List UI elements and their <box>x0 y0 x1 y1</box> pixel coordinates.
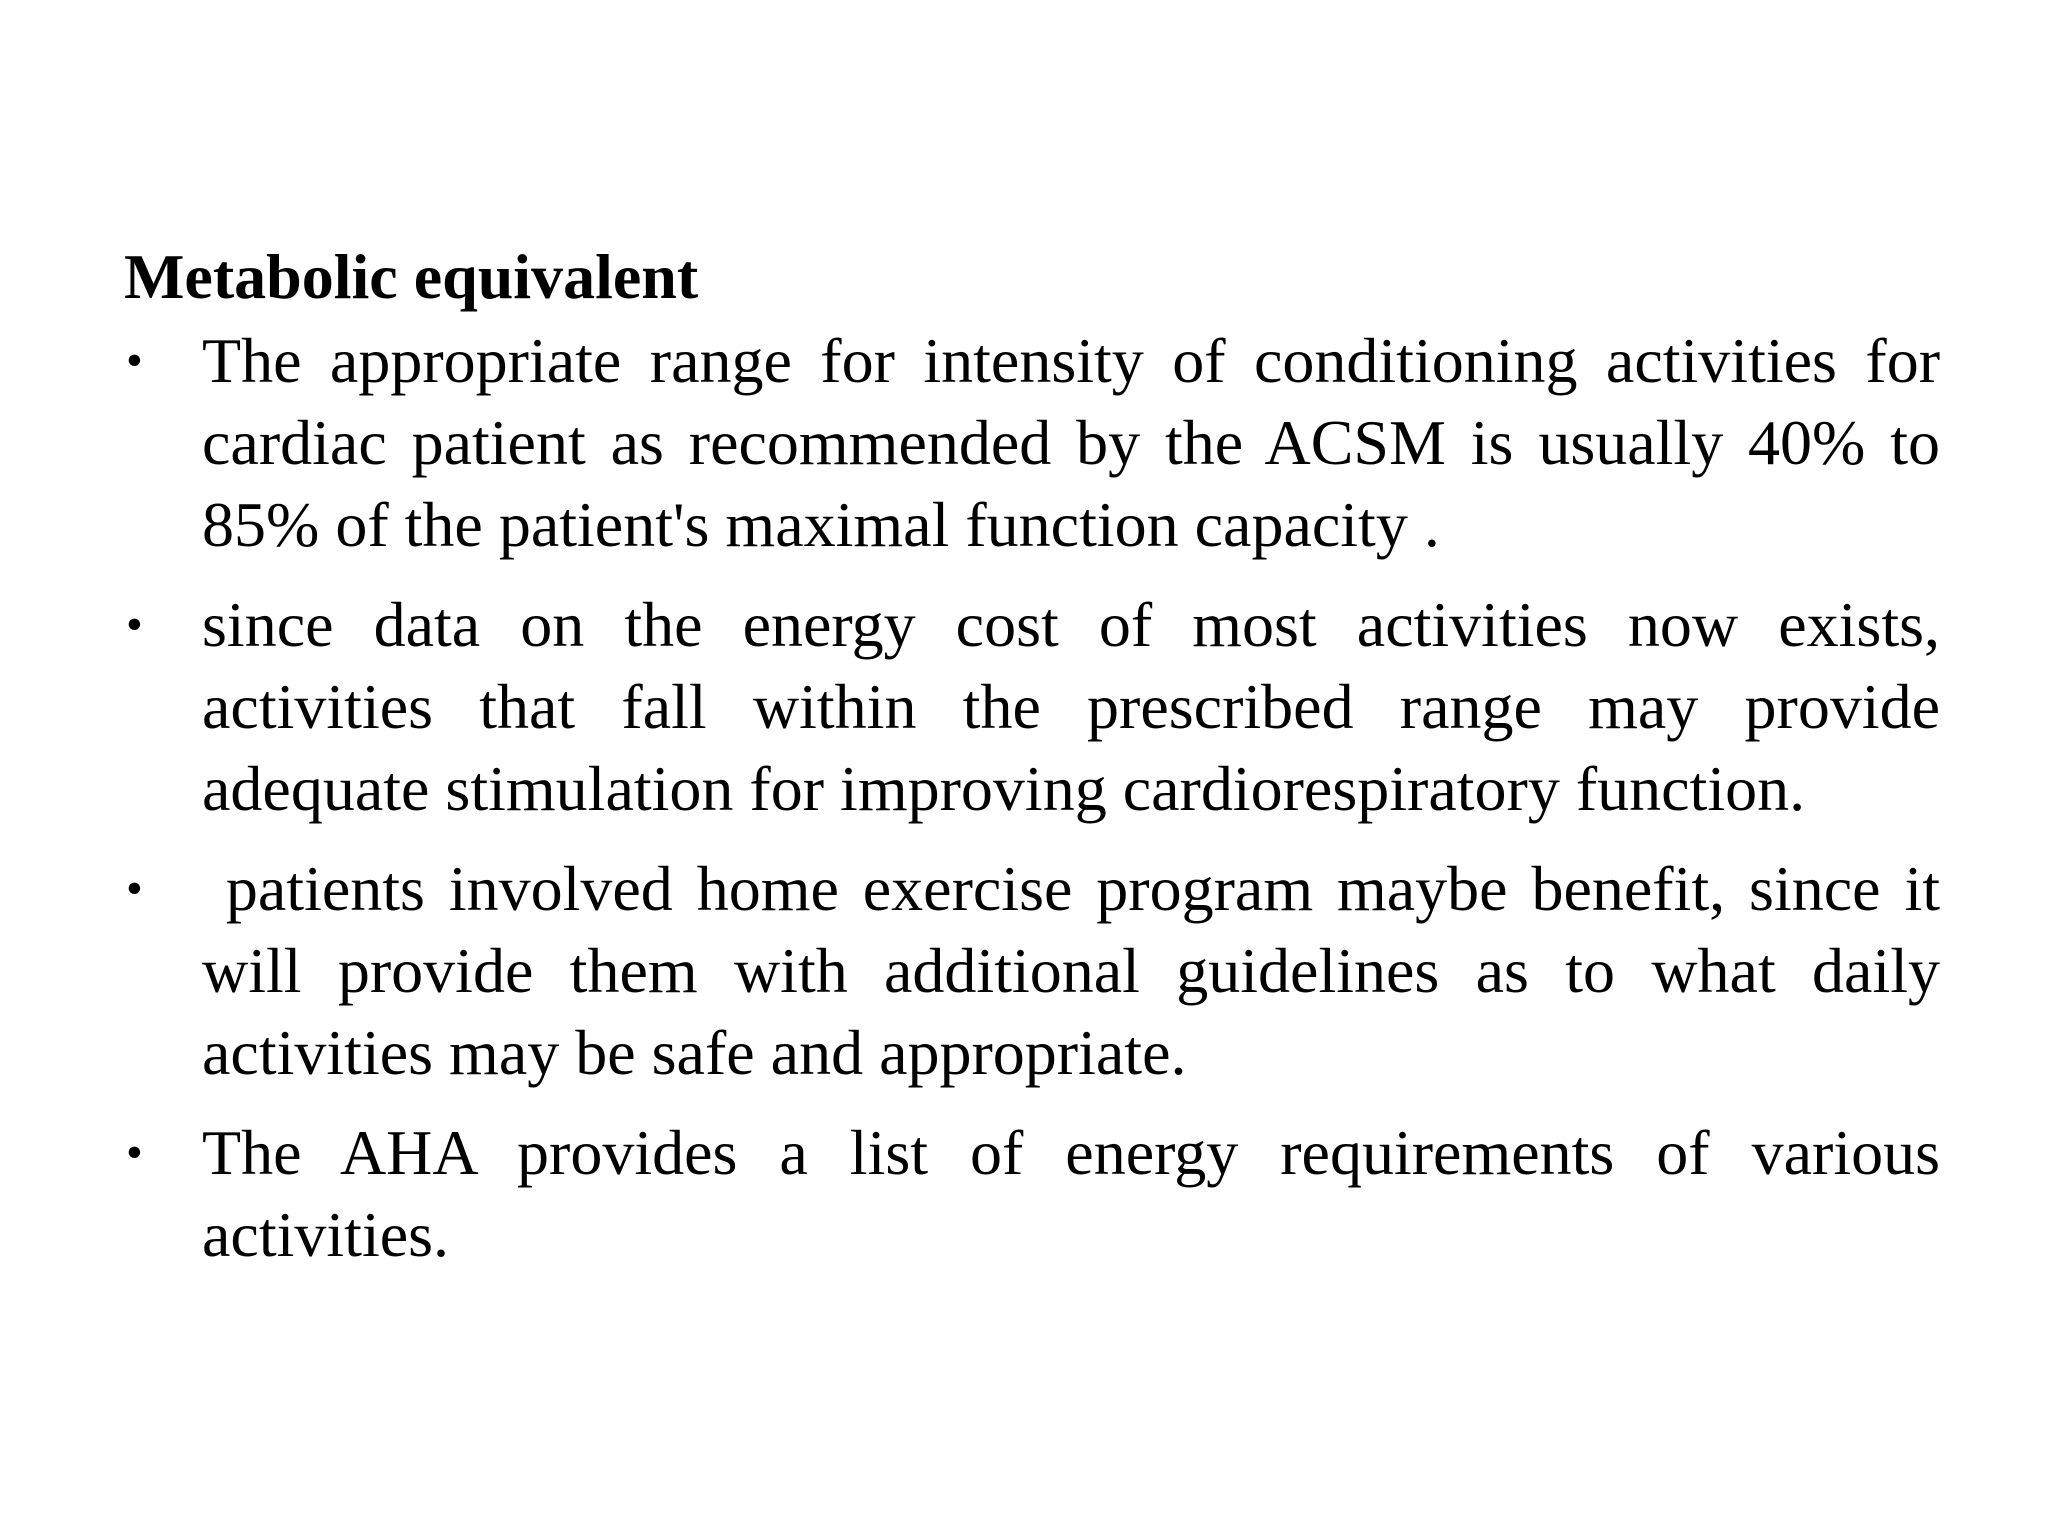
bullet-item <box>124 848 1957 1094</box>
bullet-item <box>124 1112 1940 1276</box>
bullet-icon: • <box>126 1126 143 1179</box>
bullet-item <box>124 584 1940 830</box>
bullet-text: The AHA provides a list of energy requirements of various activities. <box>202 1117 1940 1270</box>
bullet-icon: • <box>126 862 143 915</box>
bullet-icon: • <box>126 334 143 387</box>
bullet-text: since data on the energy cost of most activities now exists, activities that fall within the prescribed range may provide adequate stimulation for improving cardiorespiratory function. <box>202 589 1940 824</box>
bullet-icon: • <box>126 598 143 651</box>
bullet-item <box>124 320 1940 566</box>
bullet-list <box>124 320 1957 1276</box>
slide-content <box>124 236 1957 1294</box>
bullet-text: The appropriate range for intensity of conditioning activities for cardiac patient as recommended by the ACSM is usually 40% to 85% of the patient's maximal function capacity . <box>202 325 1940 560</box>
slide-title: Metabolic equivalent <box>124 241 699 312</box>
bullet-text: patients involved home exercise program maybe benefit, since it will provide them with additional guidelines as to what daily activities may be safe and appropriate. <box>202 853 1957 1088</box>
